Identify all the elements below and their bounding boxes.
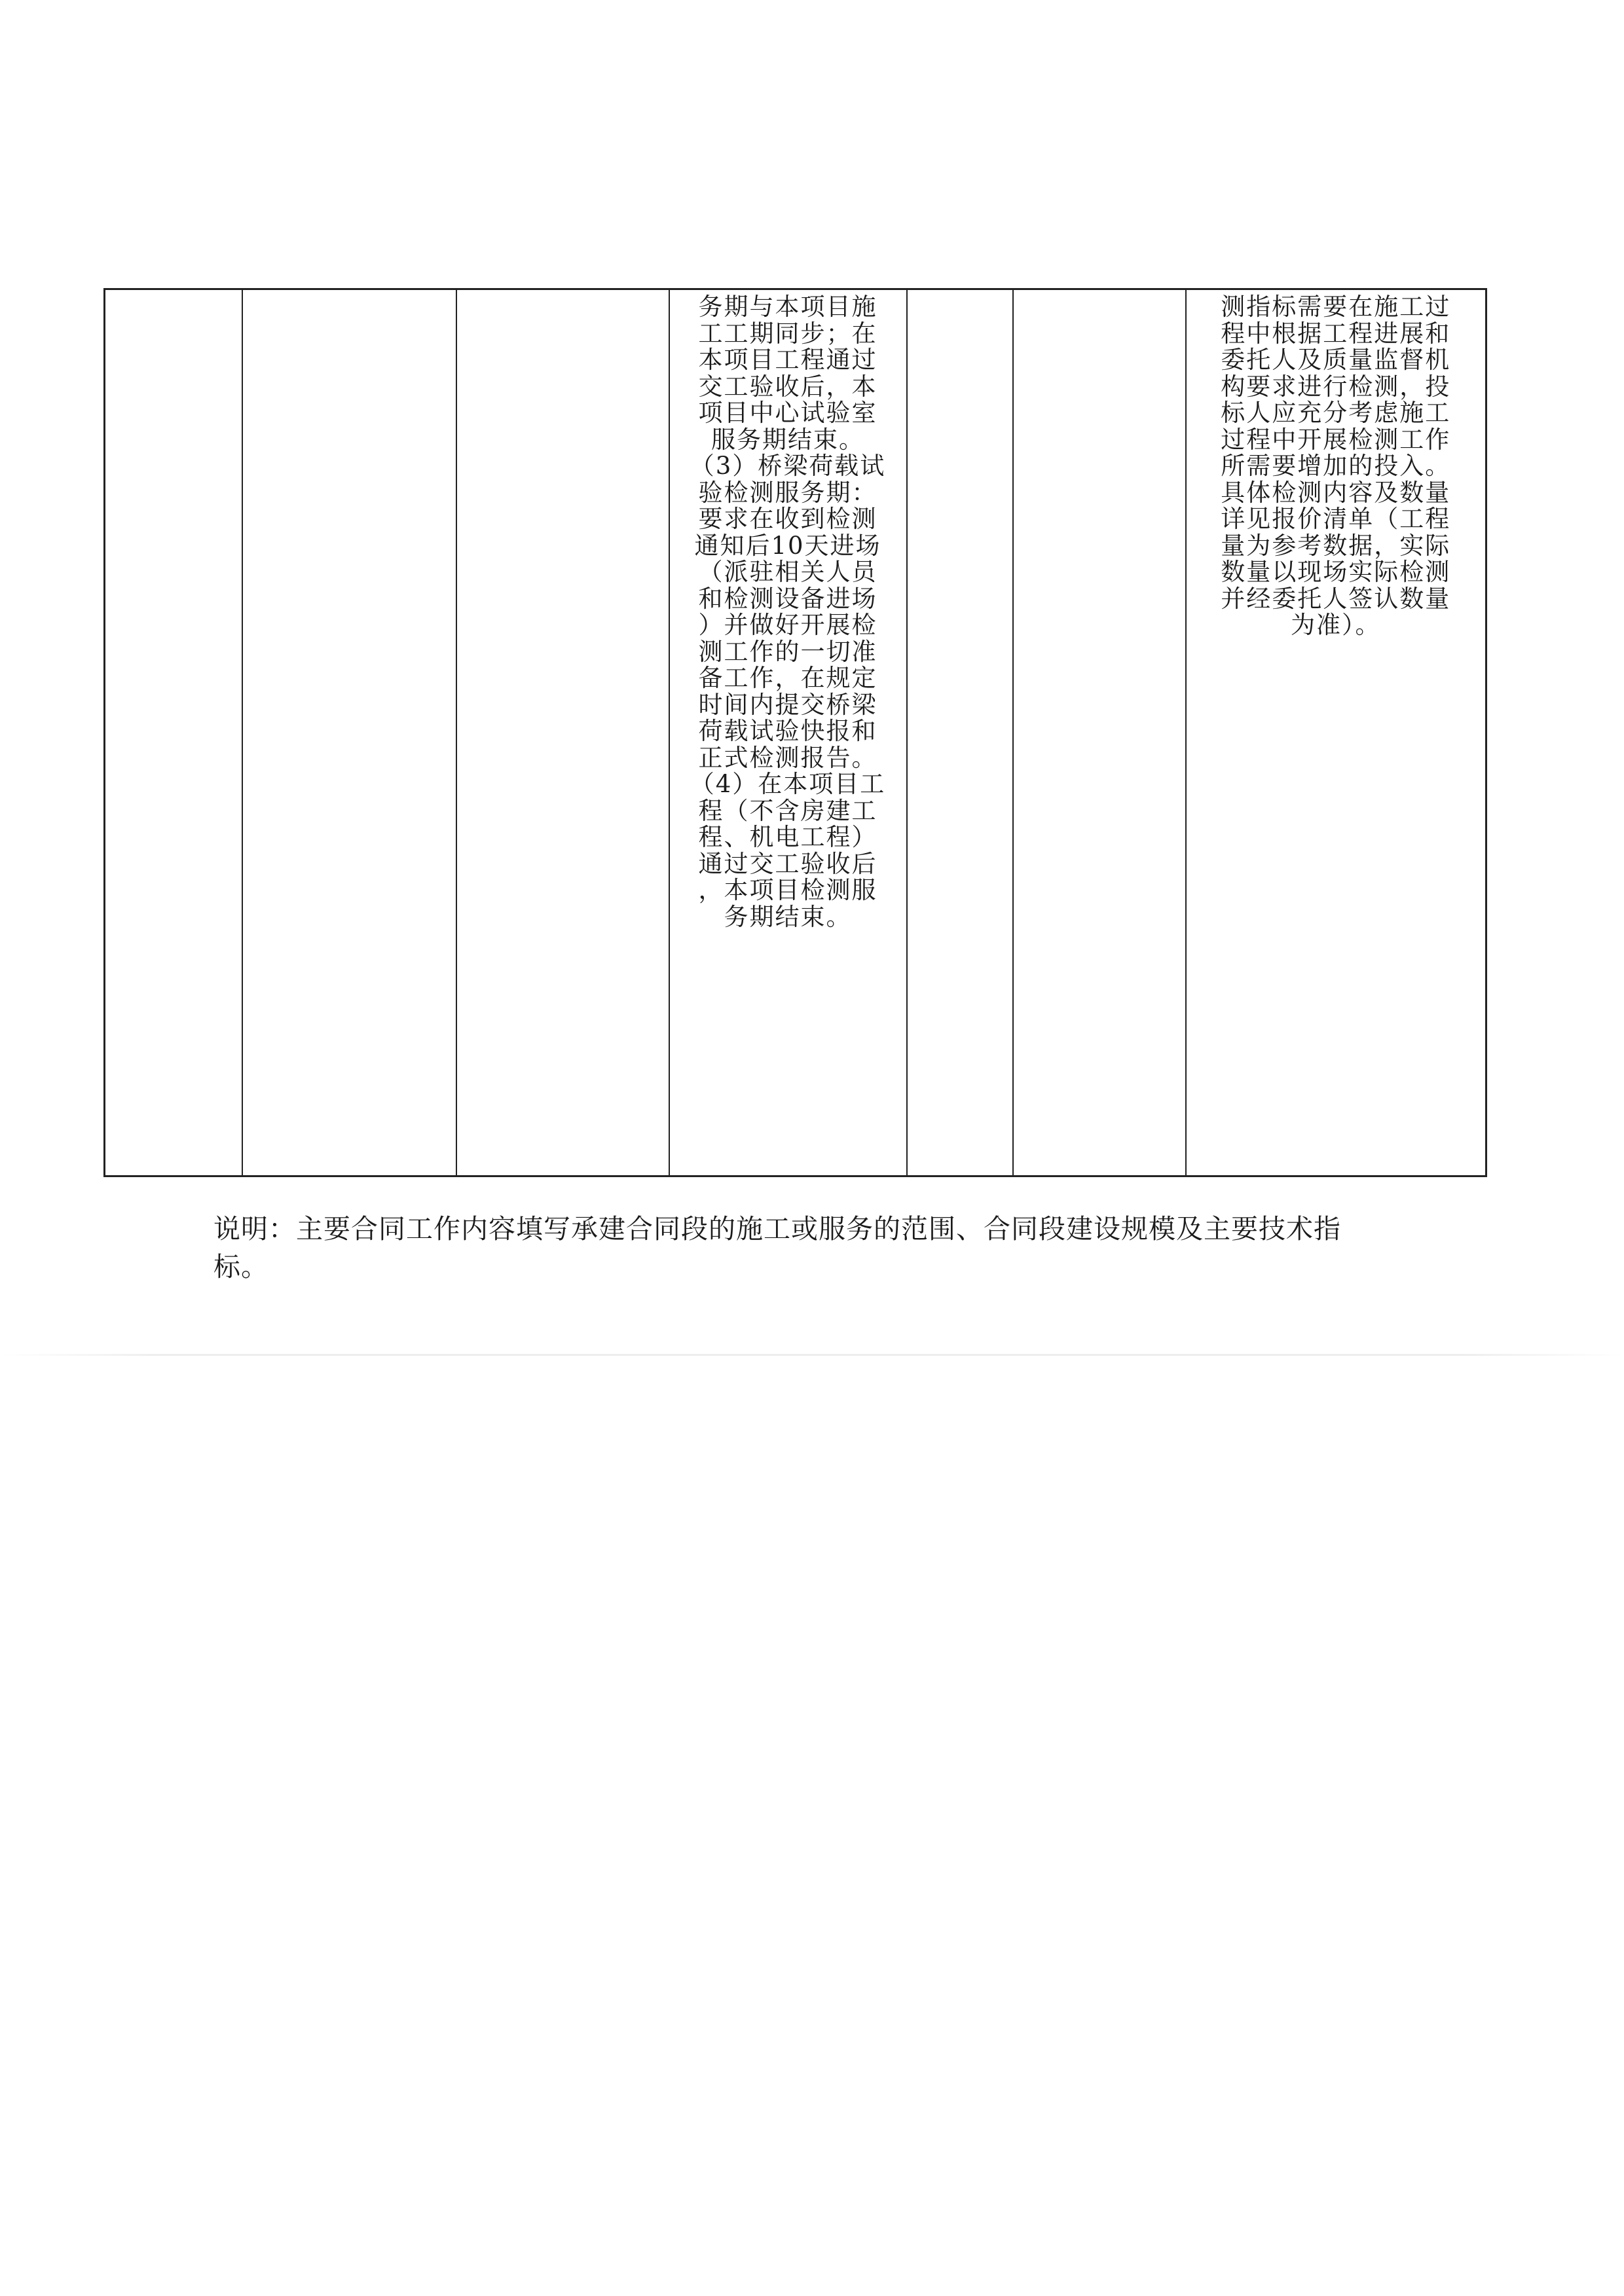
table-cell-col2 [242,289,456,1176]
table-cell-service-period [669,289,907,1176]
table-cell-inspection-notes [1186,289,1486,1176]
table-row [105,289,1486,1176]
table-cell-col3 [456,289,669,1176]
footnote-explanation: 说明：主要合同工作内容填写承建合同段的施工或服务的范围、合同段建设规模及主要技术指 标。 [213,1213,1341,1283]
scan-fold-line [0,1354,1624,1356]
cell-text-col3 [457,290,669,294]
cell-text-col2 [243,290,456,294]
cell-text-col6 [1014,290,1185,294]
contract-work-table [103,288,1487,1177]
service-period-text: 务期与本项目施 工工期同步；在 本项目工程通过 交工验收后，本 项目中心试验室 服务期结束。 （3）桥梁荷载试 验检测服务期： 要求在收到检测 通知后10天进场 （派驻相关人员 和检测设备进场 ）并做好开展检 测工作的一切准 备工作，在规定 时间内提交桥梁 荷载试验快报和 正式检测报告。 （4）在本项目工 程（不含房建工 程、机电工程） 通过交工验收后 ，本项目检测服 务期结束。 [690,293,886,931]
inspection-notes-text: 测指标需要在施工过 程中根据工程进展和 委托人及质量监督机 构要求进行检测，投 标人应充分考虑施工 过程中开展检测工作 所需要增加的投入。 具体检测内容及数量 详见报价清单（工程 量为参考数据，实际 数量以现场实际检测 并经委托人签认数量 为准）。 [1221,293,1451,639]
cell-text-col1 [105,290,242,294]
table-cell-col5 [907,289,1013,1176]
table-cell-col1 [105,289,242,1176]
table-cell-col6 [1013,289,1186,1176]
cell-text-col5 [908,290,1012,294]
